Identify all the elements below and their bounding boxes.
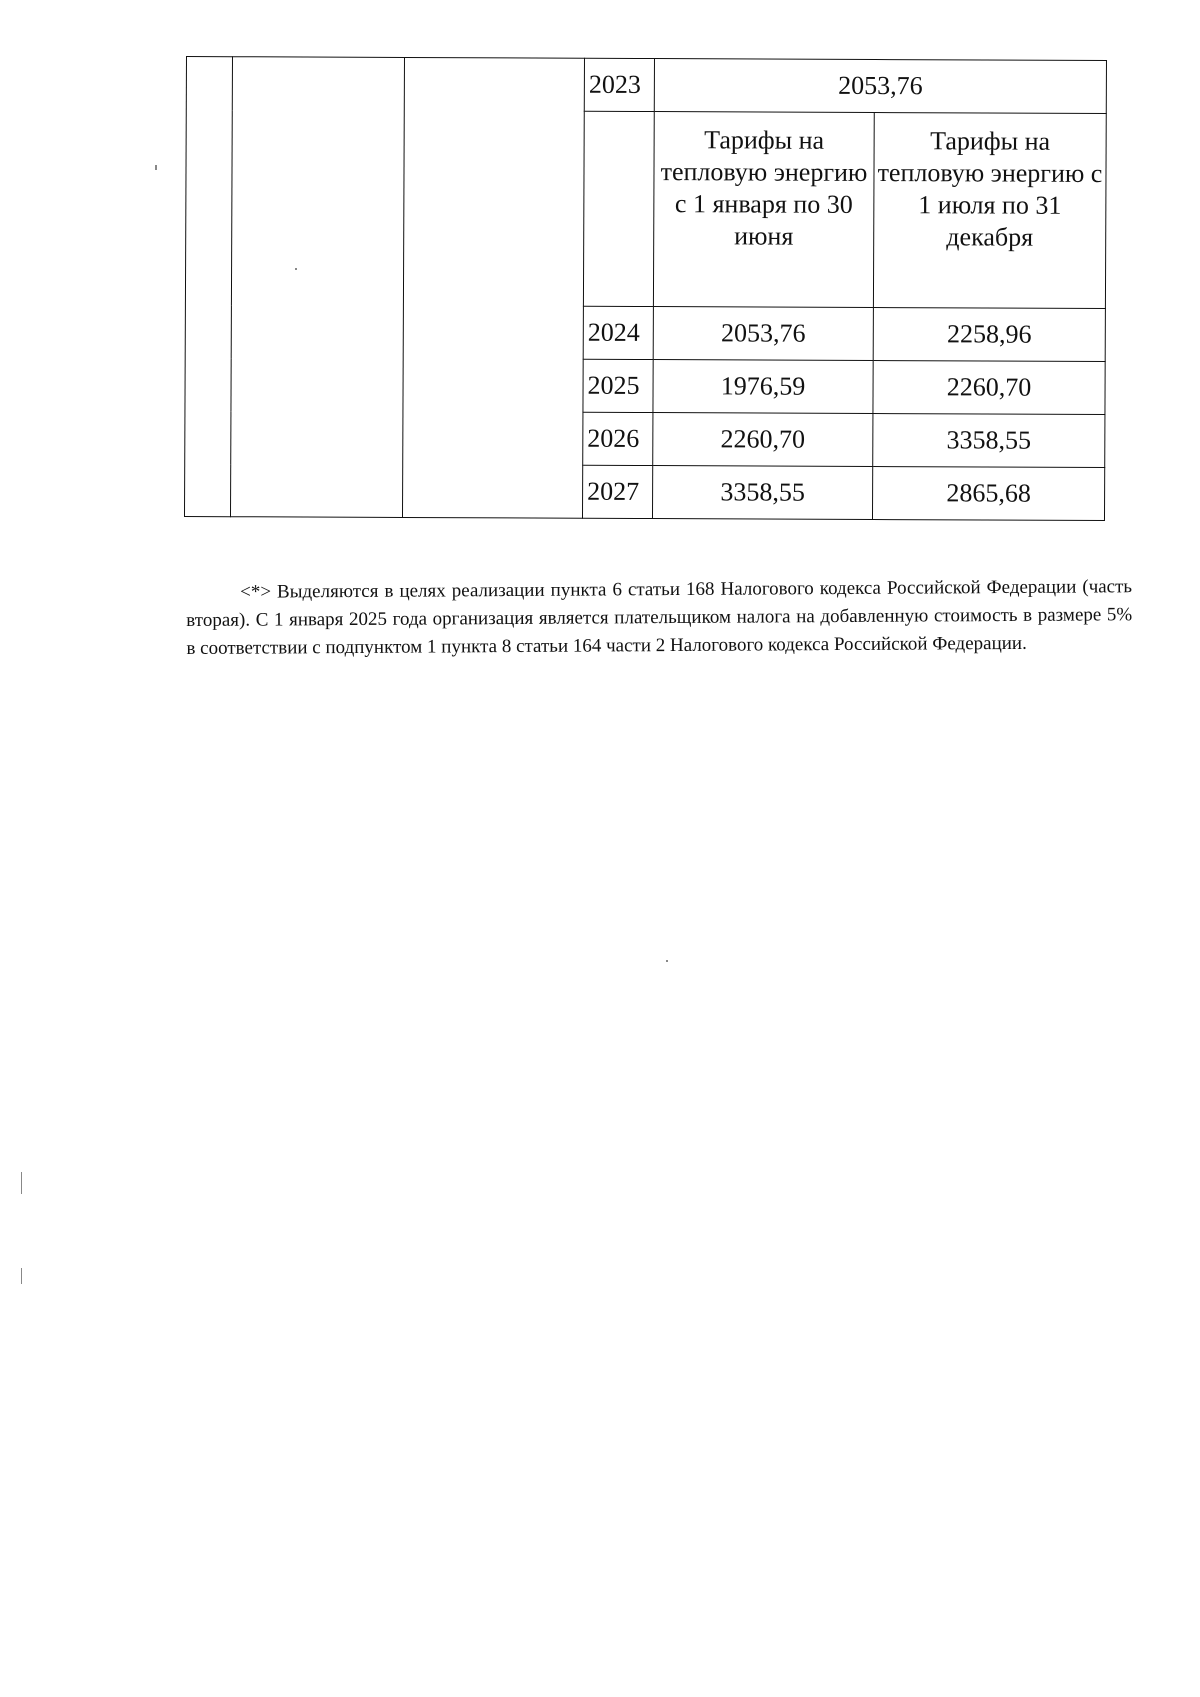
tariff-first-half-cell: 3358,55	[652, 466, 872, 520]
tariff-second-half-cell: 2260,70	[873, 361, 1105, 415]
tariff-first-half-cell: 2260,70	[653, 413, 873, 467]
tariff-table	[184, 56, 1107, 521]
empty-year-cell	[583, 111, 654, 306]
year-cell: 2025	[583, 359, 653, 412]
tariff-value-cell: 2053,76	[654, 59, 1106, 114]
empty-cell-col3	[402, 57, 584, 518]
year-cell: 2026	[583, 412, 653, 465]
scan-speck	[21, 1172, 22, 1194]
tariff-first-half-cell: 2053,76	[653, 307, 873, 361]
tariff-first-half-cell: 1976,59	[653, 360, 873, 414]
tariff-second-half-cell: 2865,68	[872, 467, 1104, 521]
scan-speck	[295, 268, 297, 270]
tariff-second-half-cell: 3358,55	[873, 414, 1105, 468]
tariff-second-half-cell: 2258,96	[873, 308, 1105, 362]
empty-cell-col2	[230, 57, 404, 518]
table-row-2023	[186, 57, 1106, 114]
year-cell: 2024	[583, 306, 653, 359]
column-header-first-half: Тарифы на тепловую энергию с 1 января по 30 июня	[653, 112, 874, 308]
scan-speck	[155, 165, 157, 170]
footnote: <*> Выделяются в целях реализации пункта 6 статьи 168 Налогового кодекса Российской Федерации (часть вторая). С 1 января 2025 года организация является плательщиком налога на добавленную стоимость в размере 5% в соответствии с подпунктом 1 пункта 8 статьи 164 части 2 Налогового кодекса Российской Федерации.	[186, 576, 1133, 659]
column-header-second-half: Тарифы на тепловую энергию с 1 июля по 31 декабря	[873, 113, 1106, 309]
scan-speck	[21, 1268, 22, 1284]
scan-speck	[666, 960, 668, 962]
empty-cell-col1	[184, 57, 232, 517]
year-cell: 2027	[582, 465, 652, 518]
year-cell: 2023	[584, 58, 654, 111]
